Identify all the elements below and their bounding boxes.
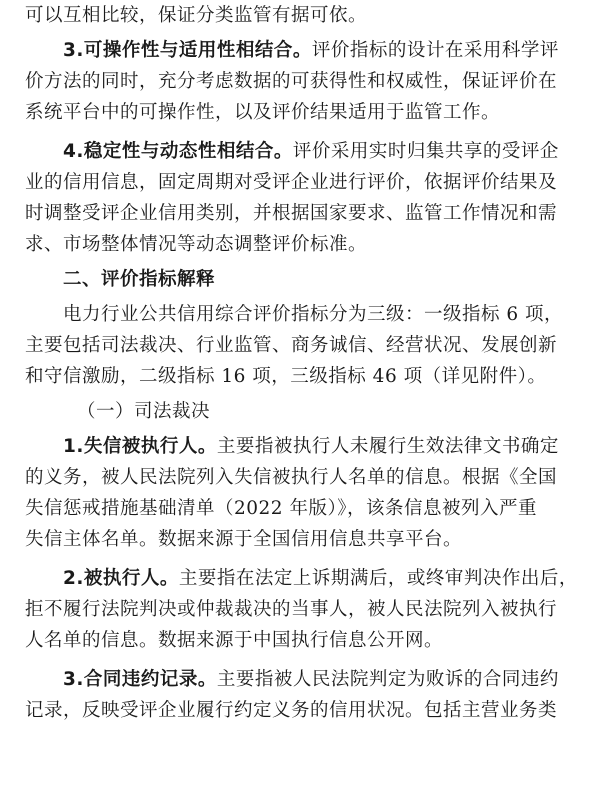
paragraph-debtor xyxy=(25,563,590,656)
paragraph-contract-breach xyxy=(25,664,590,726)
section-heading xyxy=(25,264,590,295)
text-line: 记录，反映受评企业履行约定义务的信用状况。包括主营业务类 xyxy=(25,700,558,721)
paragraph-dishonest-debtor xyxy=(25,431,590,555)
paragraph-lead: 4.稳定性与动态性相结合。 xyxy=(63,141,293,162)
text-line: 求、市场整体情况等动态调整评价标准。 xyxy=(25,234,368,255)
subsection-heading-text: （一）司法裁决 xyxy=(77,401,211,422)
text-line: 主要指在法定上诉期满后，或终审判决作出后， xyxy=(178,568,578,589)
paragraph-lead: 2.被执行人。 xyxy=(63,568,179,589)
subsection-heading xyxy=(25,396,590,427)
text-line: 的义务，被人民法院列入失信被执行人名单的信息。根据《全国 xyxy=(25,467,558,488)
text-line: 拒不履行法院判决或仲裁裁决的当事人，被人民法院列入被执行 xyxy=(25,599,558,620)
paragraph-stability xyxy=(25,136,590,260)
text-line: 价方法的同时，充分考虑数据的可获得性和权威性，保证评价在 xyxy=(25,71,558,92)
text-line: 失信惩戒措施基础清单（2022 年版）》，该条信息被列入严重 xyxy=(25,498,537,519)
text-line: 主要包括司法裁决、行业监管、商务诚信、经营状况、发展创新 xyxy=(25,335,558,356)
paragraph-indicators xyxy=(25,299,590,392)
section-heading-text: 二、评价指标解释 xyxy=(63,269,216,290)
paragraph-lead: 1.失信被执行人。 xyxy=(63,436,217,457)
text-line: 可以互相比较，保证分类监管有据可依。 xyxy=(25,5,368,26)
paragraph-operability xyxy=(25,35,590,128)
text-line: 主要指被人民法院判定为败诉的合同违约 xyxy=(216,669,559,690)
text-line: 人名单的信息。数据来源于中国执行信息公开网。 xyxy=(25,630,444,651)
text-line: 主要指被执行人未履行生效法律文书确定 xyxy=(216,436,559,457)
text-line: 评价指标的设计在采用科学评 xyxy=(311,40,559,61)
text-line: 系统平台中的可操作性，以及评价结果适用于监管工作。 xyxy=(25,102,501,123)
text-line: 时调整受评企业信用类别，并根据国家要求、监管工作情况和需 xyxy=(25,203,558,224)
paragraph-0 xyxy=(25,0,590,31)
text-line: 业的信用信息，固定周期对受评企业进行评价，依据评价结果及 xyxy=(25,172,558,193)
text-line: 评价采用实时归集共享的受评企 xyxy=(292,141,559,162)
paragraph-lead: 3.合同违约记录。 xyxy=(63,669,217,690)
text-line: 和守信激励，二级指标 16 项，三级指标 46 项（详见附件）。 xyxy=(25,366,547,387)
text-line: 失信主体名单。数据来源于全国信用信息共享平台。 xyxy=(25,529,463,550)
text-line: 电力行业公共信用综合评价指标分为三级：一级指标 6 项， xyxy=(63,304,564,325)
paragraph-lead: 3.可操作性与适用性相结合。 xyxy=(63,40,312,61)
